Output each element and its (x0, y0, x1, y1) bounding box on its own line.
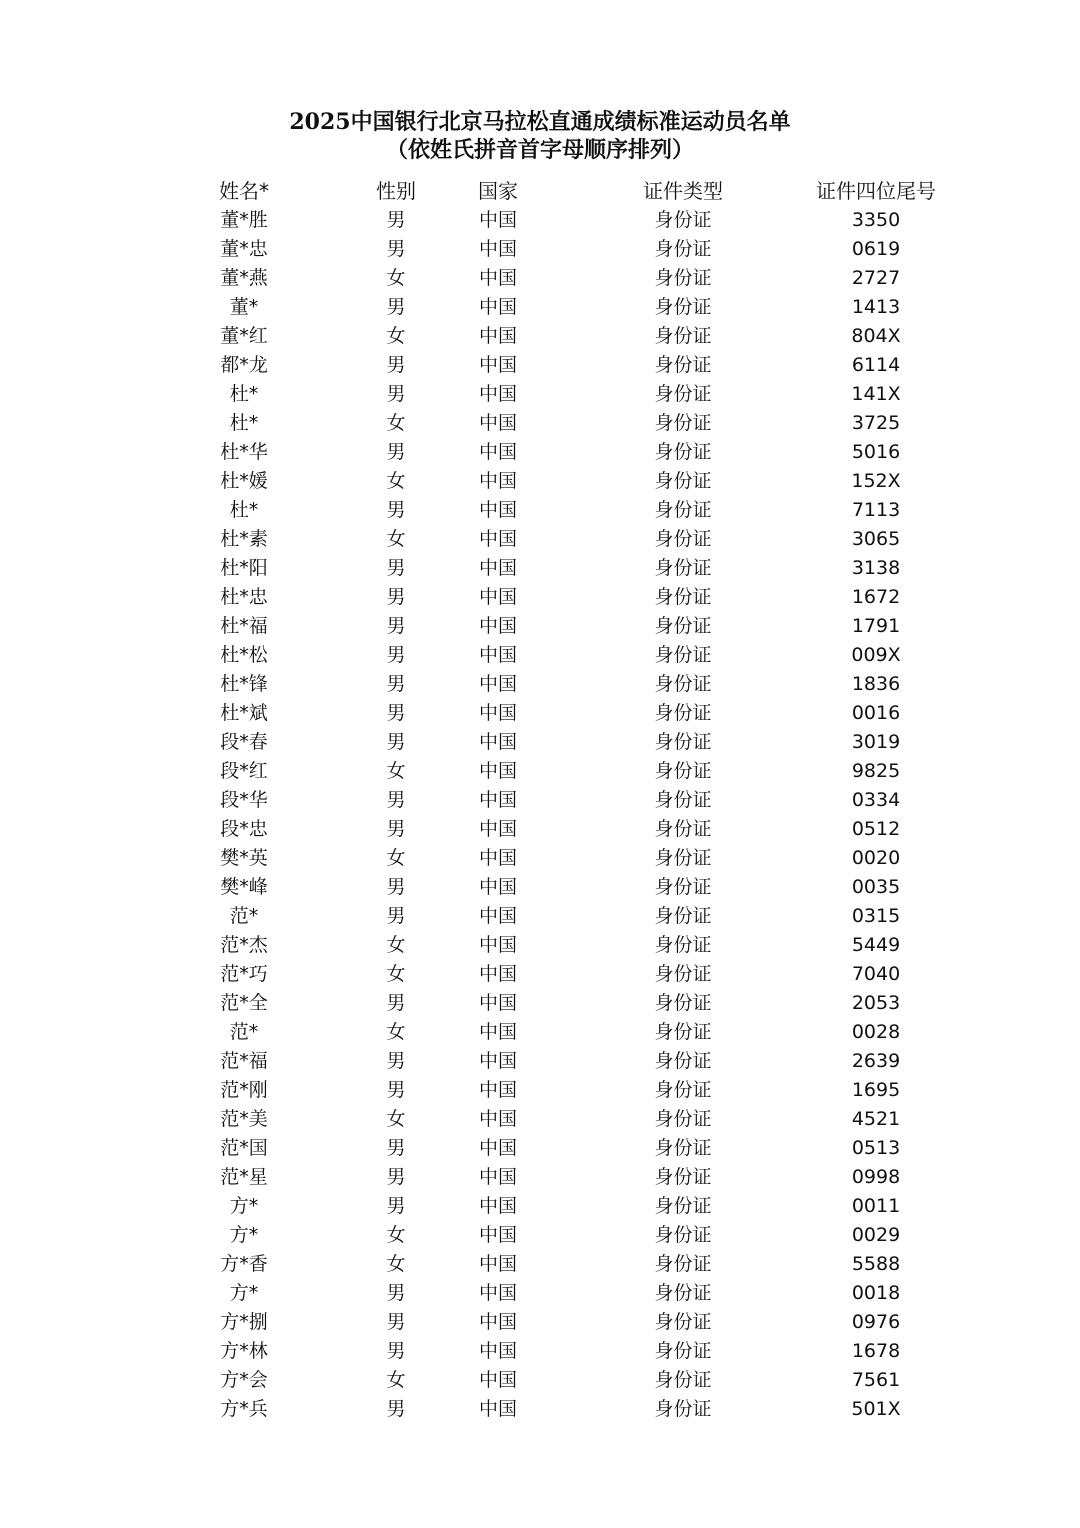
cell-id-type: 身份证 (654, 847, 712, 869)
cell-gender: 男 (386, 296, 406, 318)
cell-id-tail: 1791 (851, 615, 901, 637)
header-name: 姓名* (219, 179, 269, 203)
cell-name: 范*星 (220, 1166, 268, 1188)
cell-id-type: 身份证 (654, 499, 712, 521)
table-row (0, 467, 1080, 496)
cell-id-type: 身份证 (654, 1340, 712, 1362)
cell-country: 中国 (478, 1398, 517, 1420)
cell-gender: 女 (386, 963, 406, 985)
cell-gender: 女 (386, 934, 406, 956)
cell-name: 杜* (229, 499, 259, 521)
cell-country: 中国 (478, 1108, 517, 1130)
cell-country: 中国 (478, 905, 517, 927)
cell-country: 中国 (478, 470, 517, 492)
cell-name: 方* (229, 1282, 259, 1304)
table-row (0, 496, 1080, 525)
cell-id-type: 身份证 (654, 731, 712, 753)
cell-id-type: 身份证 (654, 1195, 712, 1217)
table-row (0, 1105, 1080, 1134)
cell-id-type: 身份证 (654, 354, 712, 376)
cell-id-type: 身份证 (654, 644, 712, 666)
cell-gender: 男 (386, 992, 406, 1014)
cell-id-tail: 5016 (851, 441, 901, 463)
cell-gender: 男 (386, 354, 406, 376)
cell-country: 中国 (478, 267, 517, 289)
header-country: 国家 (478, 179, 518, 203)
table-body (0, 206, 1080, 1424)
cell-country: 中国 (478, 731, 517, 753)
cell-gender: 男 (386, 644, 406, 666)
cell-gender: 女 (386, 1369, 406, 1391)
table-row (0, 1047, 1080, 1076)
table-row (0, 380, 1080, 409)
cell-country: 中国 (478, 644, 517, 666)
cell-id-type: 身份证 (654, 383, 712, 405)
cell-gender: 女 (386, 1021, 406, 1043)
cell-gender: 女 (386, 760, 406, 782)
cell-id-tail: 1413 (851, 296, 901, 318)
header-id-tail: 证件四位尾号 (816, 179, 936, 203)
document-title: 2025中国银行北京马拉松直通成绩标准运动员名单 (289, 109, 791, 135)
cell-name: 段*红 (220, 760, 268, 782)
cell-id-tail: 0334 (851, 789, 901, 811)
cell-country: 中国 (478, 673, 517, 695)
cell-country: 中国 (478, 209, 517, 231)
table-row (0, 1134, 1080, 1163)
cell-id-type: 身份证 (654, 760, 712, 782)
table-header-row (0, 176, 1080, 206)
cell-id-tail: 2639 (851, 1050, 901, 1072)
cell-country: 中国 (478, 1137, 517, 1159)
cell-id-type: 身份证 (654, 818, 712, 840)
cell-id-tail: 2053 (851, 992, 901, 1014)
cell-country: 中国 (478, 296, 517, 318)
cell-country: 中国 (478, 876, 517, 898)
cell-id-type: 身份证 (654, 412, 712, 434)
cell-name: 段*忠 (220, 818, 268, 840)
cell-name: 方*林 (220, 1340, 268, 1362)
cell-id-type: 身份证 (654, 1021, 712, 1043)
cell-country: 中国 (478, 992, 517, 1014)
cell-id-type: 身份证 (654, 1166, 712, 1188)
table-row (0, 1308, 1080, 1337)
table-row (0, 960, 1080, 989)
cell-name: 董*胜 (220, 209, 268, 231)
cell-name: 樊*英 (220, 847, 268, 869)
cell-country: 中国 (478, 934, 517, 956)
cell-name: 杜*华 (220, 441, 268, 463)
cell-id-type: 身份证 (654, 905, 712, 927)
cell-id-type: 身份证 (654, 470, 712, 492)
cell-gender: 女 (386, 847, 406, 869)
table-row (0, 815, 1080, 844)
cell-gender: 男 (386, 209, 406, 231)
cell-country: 中国 (478, 238, 517, 260)
cell-name: 杜* (229, 383, 259, 405)
cell-name: 杜*忠 (220, 586, 268, 608)
cell-name: 杜*福 (220, 615, 268, 637)
cell-id-tail: 0619 (851, 238, 901, 260)
cell-id-tail: 2727 (851, 267, 901, 289)
cell-name: 方* (229, 1195, 259, 1217)
table-row (0, 1337, 1080, 1366)
cell-gender: 男 (386, 673, 406, 695)
cell-id-type: 身份证 (654, 1369, 712, 1391)
cell-id-tail: 0020 (851, 847, 901, 869)
athlete-roster-table (0, 176, 1080, 1424)
cell-id-tail: 3019 (851, 731, 901, 753)
cell-gender: 女 (386, 1253, 406, 1275)
cell-country: 中国 (478, 1369, 517, 1391)
cell-id-tail: 0028 (851, 1021, 901, 1043)
cell-name: 董*忠 (220, 238, 268, 260)
cell-country: 中国 (478, 1195, 517, 1217)
cell-country: 中国 (478, 1311, 517, 1333)
table-row (0, 1076, 1080, 1105)
cell-name: 范*全 (220, 992, 268, 1014)
cell-gender: 男 (386, 1195, 406, 1217)
cell-id-tail: 1836 (851, 673, 901, 695)
cell-name: 范*巧 (220, 963, 268, 985)
cell-id-tail: 1672 (851, 586, 901, 608)
cell-name: 范*国 (220, 1137, 268, 1159)
cell-name: 董*红 (220, 325, 268, 347)
cell-country: 中国 (478, 615, 517, 637)
header-gender: 性别 (376, 179, 416, 203)
cell-id-tail: 3350 (851, 209, 901, 231)
cell-country: 中国 (478, 499, 517, 521)
cell-id-type: 身份证 (654, 586, 712, 608)
table-row (0, 1192, 1080, 1221)
cell-id-type: 身份证 (654, 1079, 712, 1101)
cell-id-tail: 0998 (851, 1166, 901, 1188)
cell-gender: 男 (386, 586, 406, 608)
cell-gender: 男 (386, 1166, 406, 1188)
cell-gender: 男 (386, 702, 406, 724)
cell-country: 中国 (478, 1166, 517, 1188)
cell-name: 杜*松 (220, 644, 268, 666)
table-row (0, 728, 1080, 757)
cell-gender: 男 (386, 1282, 406, 1304)
cell-gender: 男 (386, 789, 406, 811)
cell-name: 杜*斌 (220, 702, 268, 724)
document-subtitle: （依姓氏拼音首字母顺序排列） (385, 137, 694, 163)
table-row (0, 931, 1080, 960)
cell-id-type: 身份证 (654, 557, 712, 579)
cell-id-type: 身份证 (654, 441, 712, 463)
cell-id-type: 身份证 (654, 1311, 712, 1333)
cell-gender: 男 (386, 499, 406, 521)
cell-gender: 男 (386, 441, 406, 463)
cell-name: 杜*媛 (220, 470, 268, 492)
cell-gender: 男 (386, 383, 406, 405)
table-row (0, 1250, 1080, 1279)
cell-name: 杜*锋 (220, 673, 268, 695)
table-row (0, 235, 1080, 264)
cell-id-tail: 0976 (851, 1311, 901, 1333)
cell-id-type: 身份证 (654, 992, 712, 1014)
table-row (0, 670, 1080, 699)
cell-id-tail: 0315 (851, 905, 901, 927)
table-row (0, 583, 1080, 612)
cell-name: 范*刚 (220, 1079, 268, 1101)
cell-name: 范*美 (220, 1108, 268, 1130)
table-row (0, 293, 1080, 322)
cell-gender: 男 (386, 905, 406, 927)
cell-id-type: 身份证 (654, 1398, 712, 1420)
cell-id-type: 身份证 (654, 209, 712, 231)
cell-id-type: 身份证 (654, 528, 712, 550)
document-title-block (0, 108, 1080, 164)
table-row (0, 699, 1080, 728)
cell-id-tail: 0035 (851, 876, 901, 898)
cell-gender: 女 (386, 1108, 406, 1130)
table-row (0, 525, 1080, 554)
cell-country: 中国 (478, 1340, 517, 1362)
cell-name: 杜*素 (220, 528, 268, 550)
cell-id-tail: 141X (851, 383, 901, 405)
cell-country: 中国 (478, 818, 517, 840)
cell-id-tail: 0016 (851, 702, 901, 724)
cell-country: 中国 (478, 557, 517, 579)
cell-gender: 女 (386, 267, 406, 289)
cell-name: 范*杰 (220, 934, 268, 956)
cell-name: 范*福 (220, 1050, 268, 1072)
cell-id-type: 身份证 (654, 1282, 712, 1304)
cell-country: 中国 (478, 847, 517, 869)
cell-id-tail: 0513 (851, 1137, 901, 1159)
cell-gender: 男 (386, 1079, 406, 1101)
cell-country: 中国 (478, 1282, 517, 1304)
table-row (0, 902, 1080, 931)
cell-name: 段*华 (220, 789, 268, 811)
cell-id-type: 身份证 (654, 1108, 712, 1130)
cell-id-tail: 5588 (851, 1253, 901, 1275)
cell-name: 董*燕 (220, 267, 268, 289)
cell-id-tail: 3065 (851, 528, 901, 550)
cell-country: 中国 (478, 760, 517, 782)
cell-country: 中国 (478, 528, 517, 550)
cell-gender: 男 (386, 731, 406, 753)
table-row (0, 844, 1080, 873)
cell-name: 范* (229, 1021, 259, 1043)
cell-id-type: 身份证 (654, 1137, 712, 1159)
cell-gender: 女 (386, 325, 406, 347)
cell-country: 中国 (478, 1021, 517, 1043)
cell-name: 樊*峰 (220, 876, 268, 898)
table-row (0, 1221, 1080, 1250)
cell-id-tail: 0011 (851, 1195, 901, 1217)
cell-name: 都*龙 (220, 354, 268, 376)
cell-id-tail: 0512 (851, 818, 901, 840)
cell-id-type: 身份证 (654, 238, 712, 260)
cell-name: 方*捌 (220, 1311, 268, 1333)
table-row (0, 757, 1080, 786)
cell-name: 方*会 (220, 1369, 268, 1391)
cell-id-type: 身份证 (654, 267, 712, 289)
table-row (0, 322, 1080, 351)
cell-name: 方*兵 (220, 1398, 268, 1420)
cell-gender: 男 (386, 818, 406, 840)
cell-id-type: 身份证 (654, 963, 712, 985)
cell-id-tail: 3138 (851, 557, 901, 579)
cell-gender: 女 (386, 412, 406, 434)
cell-id-tail: 804X (851, 325, 901, 347)
cell-id-tail: 1678 (851, 1340, 901, 1362)
cell-country: 中国 (478, 702, 517, 724)
table-row (0, 1279, 1080, 1308)
cell-id-tail: 0018 (851, 1282, 901, 1304)
cell-id-type: 身份证 (654, 673, 712, 695)
cell-name: 范* (229, 905, 259, 927)
cell-id-type: 身份证 (654, 615, 712, 637)
cell-gender: 男 (386, 615, 406, 637)
table-row (0, 641, 1080, 670)
cell-gender: 男 (386, 1340, 406, 1362)
table-row (0, 409, 1080, 438)
cell-id-tail: 009X (851, 644, 901, 666)
cell-country: 中国 (478, 412, 517, 434)
cell-name: 方*香 (220, 1253, 268, 1275)
cell-id-tail: 3725 (851, 412, 901, 434)
cell-id-tail: 5449 (851, 934, 901, 956)
table-row (0, 206, 1080, 235)
cell-gender: 女 (386, 470, 406, 492)
cell-country: 中国 (478, 789, 517, 811)
cell-gender: 男 (386, 1137, 406, 1159)
cell-id-type: 身份证 (654, 789, 712, 811)
cell-id-tail: 7040 (851, 963, 901, 985)
cell-name: 方* (229, 1224, 259, 1246)
cell-id-tail: 0029 (851, 1224, 901, 1246)
cell-id-type: 身份证 (654, 325, 712, 347)
cell-gender: 男 (386, 557, 406, 579)
table-row (0, 438, 1080, 467)
table-row (0, 873, 1080, 902)
cell-gender: 男 (386, 1398, 406, 1420)
cell-name: 董* (229, 296, 259, 318)
cell-country: 中国 (478, 1253, 517, 1275)
table-row (0, 989, 1080, 1018)
table-row (0, 264, 1080, 293)
cell-country: 中国 (478, 586, 517, 608)
cell-name: 杜* (229, 412, 259, 434)
table-row (0, 786, 1080, 815)
table-row (0, 1366, 1080, 1395)
cell-country: 中国 (478, 354, 517, 376)
cell-id-type: 身份证 (654, 1224, 712, 1246)
cell-id-type: 身份证 (654, 934, 712, 956)
cell-id-type: 身份证 (654, 702, 712, 724)
cell-id-tail: 9825 (851, 760, 901, 782)
cell-id-tail: 7561 (851, 1369, 901, 1391)
cell-gender: 男 (386, 876, 406, 898)
table-row (0, 1018, 1080, 1047)
cell-id-tail: 152X (851, 470, 901, 492)
cell-id-type: 身份证 (654, 1050, 712, 1072)
cell-id-type: 身份证 (654, 1253, 712, 1275)
cell-id-tail: 6114 (851, 354, 901, 376)
cell-gender: 女 (386, 1224, 406, 1246)
cell-country: 中国 (478, 1050, 517, 1072)
cell-country: 中国 (478, 383, 517, 405)
cell-id-tail: 501X (851, 1398, 901, 1420)
cell-country: 中国 (478, 963, 517, 985)
cell-id-type: 身份证 (654, 876, 712, 898)
cell-name: 段*春 (220, 731, 268, 753)
table-row (0, 1395, 1080, 1424)
table-row (0, 351, 1080, 380)
cell-gender: 男 (386, 1050, 406, 1072)
cell-gender: 男 (386, 238, 406, 260)
header-id-type: 证件类型 (643, 179, 723, 203)
cell-country: 中国 (478, 325, 517, 347)
table-row (0, 612, 1080, 641)
table-row (0, 1163, 1080, 1192)
cell-country: 中国 (478, 1079, 517, 1101)
cell-country: 中国 (478, 1224, 517, 1246)
cell-id-tail: 1695 (851, 1079, 901, 1101)
cell-gender: 男 (386, 1311, 406, 1333)
cell-country: 中国 (478, 441, 517, 463)
cell-id-tail: 4521 (851, 1108, 901, 1130)
cell-id-tail: 7113 (851, 499, 901, 521)
cell-gender: 女 (386, 528, 406, 550)
table-row (0, 554, 1080, 583)
cell-id-type: 身份证 (654, 296, 712, 318)
cell-name: 杜*阳 (220, 557, 268, 579)
